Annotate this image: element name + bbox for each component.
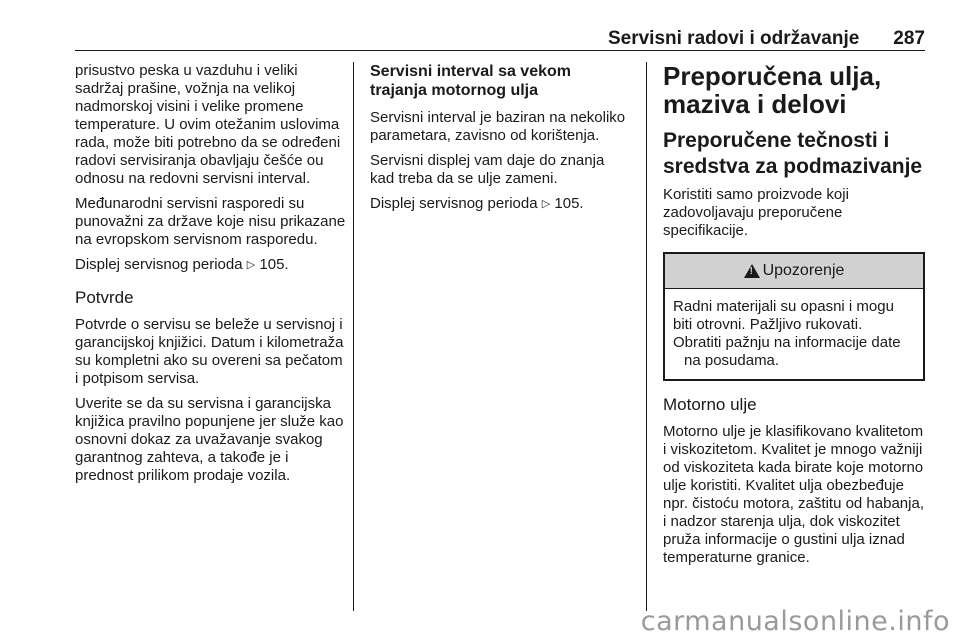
play-right-icon: ▷ bbox=[246, 259, 256, 271]
page-header bbox=[75, 28, 925, 51]
heading-servisni-interval: Servisni interval sa vekom trajanja motornog ulja bbox=[370, 63, 571, 99]
column-1 bbox=[75, 62, 347, 492]
warning-text: Obratiti pažnju na informacije date na posudama. bbox=[673, 334, 901, 369]
paragraph: Servisni interval je baziran na nekoliko parametara, zavisno od korištenja. bbox=[370, 109, 626, 144]
column-2 bbox=[370, 62, 630, 220]
reference-link[interactable]: 105. bbox=[554, 195, 584, 212]
warning-triangle-icon bbox=[744, 264, 760, 278]
main-heading: Preporučena ulja, maziva i delovi bbox=[663, 61, 882, 119]
section-heading: Preporučene tečnosti i sredstva za podmazivanje bbox=[663, 129, 923, 178]
section-title: Servisni radovi i održavanje bbox=[607, 28, 860, 49]
paragraph: Uverite se da su servisna i garancijska knjižica pravilno popunjene jer služe kao osnovni dokaz za uvažavanje svakog garantnog zahteva, a takođe je i prednost prilikom prodaje vozila. bbox=[75, 395, 344, 484]
warning-header bbox=[665, 254, 923, 289]
paragraph: Servisni displej vam daje do znanja kad treba da se ulje zameni. bbox=[370, 152, 605, 187]
column-divider-2 bbox=[646, 62, 647, 611]
paragraph: Potvrde o servisu se beleže u servisnoj i garancijskoj knjižici. Datum i kilometraža su kompletni ako su overeni sa pečatom i potpisom servisa. bbox=[75, 316, 344, 387]
warning-body bbox=[665, 289, 923, 379]
page-number: 287 bbox=[893, 28, 925, 49]
column-divider-1 bbox=[353, 62, 354, 611]
play-right-icon: ▷ bbox=[541, 198, 551, 210]
warning-text: Radni materijali su opasni i mogu biti otrovni. Pažljivo rukovati. bbox=[673, 298, 894, 333]
paragraph: Međunarodni servisni rasporedi su punovažni za države koje nisu prikazane na evropskom servisnom rasporedu. bbox=[75, 195, 346, 248]
reference-text: Displej servisnog perioda bbox=[75, 256, 243, 273]
warning-box bbox=[663, 252, 925, 381]
paragraph: Koristiti samo proizvode koji zadovoljavaju preporučene specifikacije. bbox=[663, 186, 849, 239]
warning-title: Upozorenje bbox=[762, 262, 845, 279]
paragraph: prisustvo peska u vazduhu i veliki sadržaj prašine, vožnja na velikoj nadmorskoj visini i velike promene temperature. U ovim otežanim uslovima rada, može biti potrebno da se određeni radovi servisiranja obavljaju češće ou odnosu na redovni servisni interval. bbox=[75, 62, 341, 187]
heading-motorno-ulje: Motorno ulje bbox=[663, 395, 757, 414]
reference-link[interactable]: 105. bbox=[259, 256, 289, 273]
reference-text: Displej servisnog perioda bbox=[370, 195, 538, 212]
reference-paragraph bbox=[75, 256, 347, 274]
watermark: carmanualsonline.info bbox=[640, 606, 950, 637]
reference-paragraph bbox=[370, 195, 630, 213]
heading-potvrde: Potvrde bbox=[75, 288, 134, 307]
paragraph: Motorno ulje je klasifikovano kvalitetom i viskozitetom. Kvalitet je mnogo važniji od viskoziteta kada birate koje motorno ulje koristiti. Kvalitet ulja obezbeđuje npr. čistoću motora, zaštitu od habanja, i nadzor starenja ulja, dok viskozitet pruža informacije o gustini ulja iznad temperaturne granice. bbox=[663, 423, 924, 566]
column-3 bbox=[663, 62, 925, 574]
